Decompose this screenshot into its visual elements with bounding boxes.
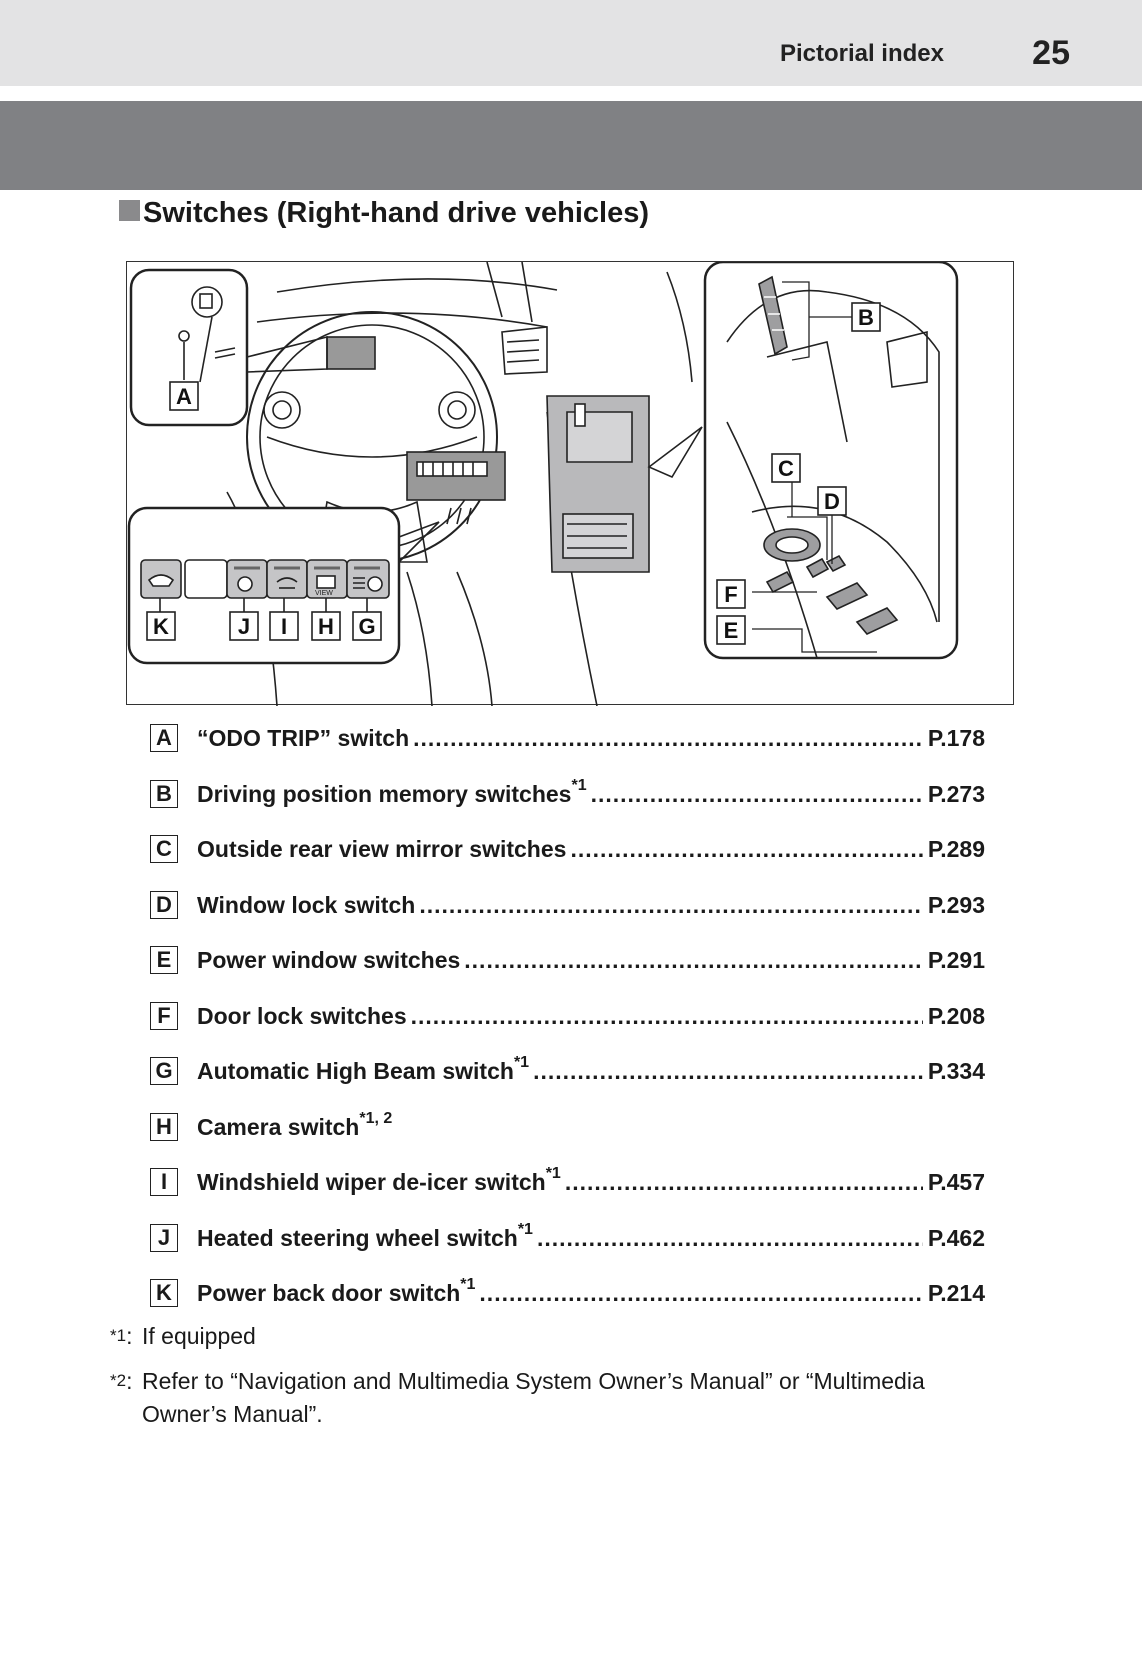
item-letter: K (150, 1279, 178, 1307)
item-label: Windshield wiper de-icer switch$^{*1}$ (197, 1165, 561, 1195)
list-item-c (150, 833, 985, 889)
svg-text:E: E (723, 618, 739, 643)
title-band (0, 101, 1142, 190)
list-item-e (150, 944, 985, 1000)
footnote-mark: *2: (110, 1368, 133, 1394)
leader-dots (537, 1225, 923, 1252)
callout-b (852, 303, 880, 331)
page-ref-link[interactable]: P.462 (927, 1224, 985, 1251)
callout-f (717, 580, 745, 608)
item-label: Camera switch$^{*1, 2}$ (197, 1109, 393, 1140)
heading-text: Switches (Right-hand drive vehicles) (143, 197, 649, 229)
svg-text:F: F (724, 582, 738, 607)
leader-dots (419, 892, 923, 919)
callout-j (230, 612, 258, 640)
page-ref-link[interactable]: P.178 (927, 725, 985, 751)
footnote (110, 1320, 1010, 1353)
item-letter: D (150, 891, 178, 919)
svg-text:G: G (358, 614, 376, 639)
leader-dots (570, 836, 922, 863)
item-label: Power back door switch$^{*1}$ (197, 1276, 476, 1306)
list-item-f (150, 1000, 985, 1056)
leader-dots (533, 1058, 923, 1085)
footnote-text: If equipped (142, 1323, 256, 1349)
section-heading (119, 197, 649, 230)
page-ref-link[interactable]: P.293 (927, 891, 985, 918)
footnote (110, 1365, 1010, 1431)
svg-text:K: K (153, 614, 169, 639)
leader-dots (479, 1280, 922, 1307)
footnote-mark: *1: (110, 1323, 133, 1349)
console-drawing (547, 396, 702, 572)
callout-c (772, 454, 800, 482)
leader-dots (413, 725, 923, 752)
item-label: Power window switches (197, 947, 461, 973)
switch-list (150, 722, 985, 1333)
page-ref-link[interactable]: P.273 (927, 780, 985, 807)
svg-text:I: I (280, 614, 288, 639)
callout-d (818, 487, 846, 515)
svg-text:D: D (824, 489, 840, 514)
header-band (0, 0, 1142, 86)
leader-dots (565, 1169, 923, 1196)
list-item-i (150, 1166, 985, 1222)
item-label: Automatic High Beam switch$^{*1}$ (197, 1054, 530, 1084)
list-item-h (150, 1111, 985, 1167)
leader-dots (591, 781, 923, 808)
section-label: Pictorial index (779, 40, 944, 67)
footnote-text: Refer to “Navigation and Multimedia System Owner’s Manual” or “Multimedia Owner’s Manual”. (142, 1368, 925, 1427)
leader-dots (411, 1003, 923, 1030)
item-letter: F (150, 1002, 178, 1030)
item-label: “ODO TRIP” switch (197, 725, 410, 751)
item-letter: C (150, 835, 178, 863)
item-letter: I (150, 1168, 178, 1196)
callout-i (270, 612, 298, 640)
item-label: Outside rear view mirror switches (197, 836, 567, 862)
list-item-b (150, 778, 985, 834)
callout-g (353, 612, 381, 640)
list-item-j (150, 1222, 985, 1278)
svg-text:H: H (318, 614, 334, 639)
leader-dots (464, 947, 923, 974)
svg-text:A: A (176, 384, 192, 409)
page-ref-link[interactable]: P.214 (927, 1280, 985, 1306)
page-ref-link[interactable]: P.334 (927, 1058, 985, 1084)
list-item-g (150, 1055, 985, 1111)
page-ref-link[interactable]: P.291 (927, 947, 985, 973)
square-bullet-icon (119, 200, 140, 221)
callout-a (170, 382, 198, 410)
item-letter: G (150, 1057, 178, 1085)
switch-illustration (126, 261, 1014, 705)
callout-h (312, 612, 340, 640)
item-letter: J (150, 1224, 178, 1252)
item-label: Door lock switches (197, 1002, 407, 1029)
svg-text:B: B (858, 305, 874, 330)
item-letter: E (150, 946, 178, 974)
callout-k (147, 612, 175, 640)
page-ref-link[interactable]: P.208 (927, 1002, 985, 1029)
item-label: Driving position memory switches$^{*1}$ (197, 776, 587, 807)
page-number: 25 (1032, 34, 1070, 72)
callout-e (717, 616, 745, 644)
footnotes (110, 1320, 1010, 1443)
view-text: VIEW (315, 590, 333, 597)
list-item-a (150, 722, 985, 778)
list-item-d (150, 889, 985, 945)
item-label: Window lock switch (197, 891, 416, 918)
page-ref-link[interactable]: P.457 (927, 1169, 985, 1195)
svg-text:C: C (778, 456, 794, 481)
item-letter: H (150, 1113, 178, 1141)
item-label: Heated steering wheel switch$^{*1}$ (197, 1220, 533, 1251)
page-ref-link[interactable]: P.289 (927, 836, 985, 862)
item-letter: B (150, 780, 178, 808)
item-letter: A (150, 724, 178, 752)
svg-text:J: J (237, 614, 251, 639)
